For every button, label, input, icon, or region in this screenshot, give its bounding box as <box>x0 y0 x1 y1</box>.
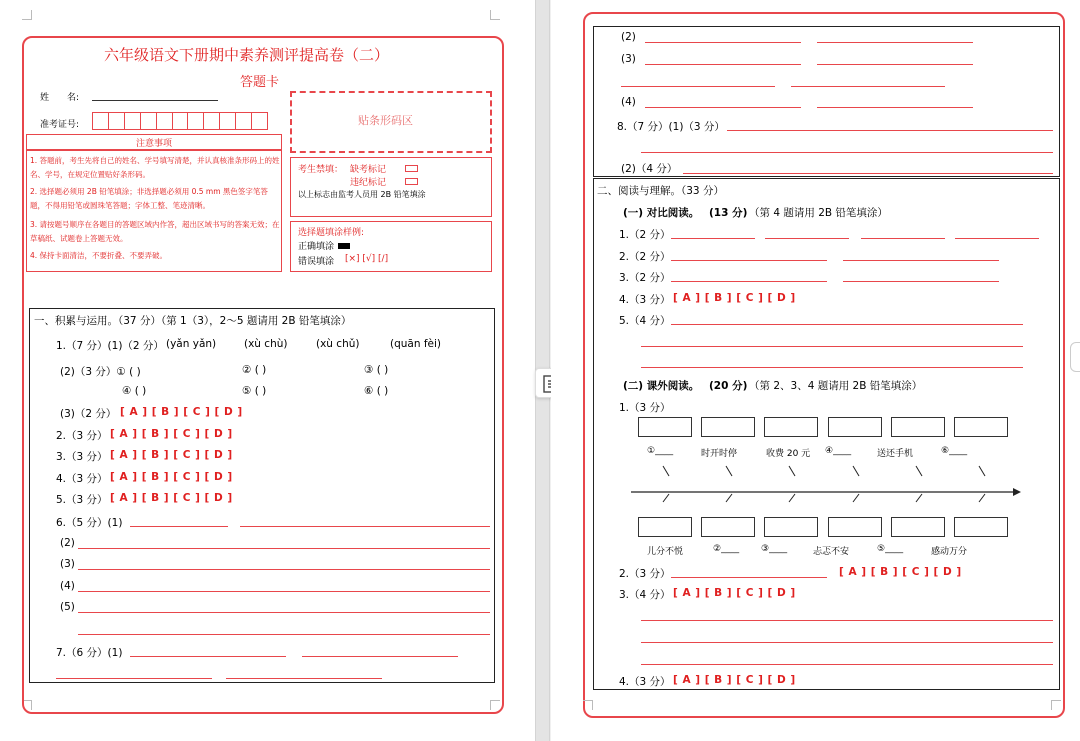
section2-title: 二、阅读与理解。（33 分） <box>597 185 724 197</box>
side-tab[interactable] <box>1070 342 1080 372</box>
q7-line-a[interactable] <box>130 656 286 657</box>
q6-2: (2) <box>60 537 75 549</box>
right-page <box>551 0 1080 741</box>
r-q7-3-line-a[interactable] <box>645 64 801 65</box>
q6-5-line[interactable] <box>78 612 490 613</box>
q7: 7.（6 分）(1) <box>56 647 123 659</box>
q8-2-line[interactable] <box>683 173 1053 174</box>
p2q1: 1.（3 分） <box>619 402 671 414</box>
q1-3-options[interactable]: [ A ] [ B ] [ C ] [ D ] <box>120 406 243 418</box>
r-q7-4: (4) <box>621 96 636 108</box>
violation-mark[interactable] <box>405 178 418 185</box>
p2q2-line[interactable] <box>671 577 827 578</box>
notice-2: 2. 选择题必须用 2B 铅笔填涂；非选择题必须用 0.5 mm 黑色签字笔答题，不得用铅笔或圆珠笔答题；字体工整、笔迹清晰。 <box>30 187 268 210</box>
bottom-box-3[interactable] <box>764 517 818 537</box>
id-boxes[interactable] <box>92 112 268 130</box>
top-box-2[interactable] <box>701 417 755 437</box>
r-q7-3-line-d[interactable] <box>791 86 945 87</box>
r-q7-2-line-b[interactable] <box>817 42 973 43</box>
q7-line-d[interactable] <box>226 678 382 679</box>
pinyin-3: (xù chǔ) <box>316 338 360 350</box>
section1-title: 一、积累与运用。（37 分）（第 1（3），2～5 题请用 2B 铅笔填涂） <box>34 315 352 327</box>
q7-cont-box <box>593 26 1060 177</box>
p2q4-options[interactable]: [ A ] [ B ] [ C ] [ D ] <box>673 674 796 686</box>
pinyin-1: (yǎn yǎn) <box>166 338 217 350</box>
q2: 2.（3 分） <box>56 430 108 442</box>
r-q7-3: (3) <box>621 53 636 65</box>
violation-label: 违纪标记 <box>350 178 387 188</box>
q6-4: (4) <box>60 580 75 592</box>
correct-sample <box>338 243 350 249</box>
p1q3-line-a[interactable] <box>671 281 827 282</box>
top-label-2: 时开时停 <box>701 449 738 459</box>
notice-4: 4. 保持卡面清洁，不要折叠、不要弄破。 <box>30 251 168 260</box>
q6-3: (3) <box>60 558 75 570</box>
p2q3-line-1[interactable] <box>641 620 1053 621</box>
top-label-1: ①____ <box>647 446 674 456</box>
part1-note: （第 4 题请用 2B 铅笔填涂） <box>749 207 888 219</box>
p1q5: 5.（4 分） <box>619 315 671 327</box>
q6-4-line[interactable] <box>78 591 490 592</box>
top-label-5: 送还手机 <box>877 449 914 459</box>
q7-line-b[interactable] <box>302 656 458 657</box>
bottom-box-5[interactable] <box>891 517 945 537</box>
p1q1-line-c[interactable] <box>861 238 945 239</box>
q6-1-line-b[interactable] <box>240 526 490 527</box>
choice-4: ④ ( ) <box>122 385 147 397</box>
top-box-4[interactable] <box>828 417 882 437</box>
top-label-3: 收费 20 元 <box>766 449 811 459</box>
q6-3-line[interactable] <box>78 569 490 570</box>
q1-2: (2)（3 分）① ( ) <box>60 366 141 378</box>
r-q7-4-line-a[interactable] <box>645 107 801 108</box>
q8-2: (2)（4 分） <box>621 163 678 175</box>
top-box-3[interactable] <box>764 417 818 437</box>
q1-3: (3)（2 分） <box>60 408 117 420</box>
bottom-label-3: ③____ <box>761 544 788 554</box>
top-label-4: ④____ <box>825 446 852 456</box>
r-q7-4-line-b[interactable] <box>817 107 973 108</box>
timeline-diagram <box>627 460 1027 516</box>
correct-label: 正确填涂 <box>298 242 335 252</box>
forbid-title: 考生禁填： <box>298 165 344 175</box>
q6-1-line-a[interactable] <box>130 526 228 527</box>
p1q5-line-3[interactable] <box>641 367 1023 368</box>
barcode-label: 贴条形码区 <box>358 114 413 127</box>
id-label: 准考证号: <box>40 120 80 130</box>
q4-options[interactable]: [ A ] [ B ] [ C ] [ D ] <box>110 471 233 483</box>
name-field[interactable] <box>92 100 218 101</box>
q8: 8.（7 分）(1)（3 分） <box>617 121 725 133</box>
p1q5-line[interactable] <box>671 324 1023 325</box>
p1q1: 1.（2 分） <box>619 229 671 241</box>
r-q7-2: (2) <box>621 31 636 43</box>
q6-5: (5) <box>60 601 75 613</box>
bottom-box-4[interactable] <box>828 517 882 537</box>
q8-1-line[interactable] <box>727 130 1053 131</box>
q4: 4.（3 分） <box>56 473 108 485</box>
left-page <box>0 0 535 741</box>
bottom-box-1[interactable] <box>638 517 692 537</box>
sample-title: 选择题填涂样例: <box>298 228 365 238</box>
top-box-5[interactable] <box>891 417 945 437</box>
choice-3: ③ ( ) <box>364 364 389 376</box>
bottom-label-5: ⑤____ <box>877 544 904 554</box>
notice-3: 3. 请按题号顺序在各题目的答题区域内作答，超出区域书写的答案无效；在草稿纸、试题卷上答题无效。 <box>30 220 280 243</box>
p2q3-line-3[interactable] <box>641 664 1053 665</box>
r-q7-3-line-b[interactable] <box>817 64 973 65</box>
p1q1-line-d[interactable] <box>955 238 1039 239</box>
p1q1-line-b[interactable] <box>765 238 849 239</box>
sheet-subtitle: 答题卡 <box>240 75 280 90</box>
name-label: 姓 名: <box>40 93 80 103</box>
p1q2-line-b[interactable] <box>843 260 999 261</box>
p2q3: 3.（4 分） <box>619 589 671 601</box>
notice-title: 注意事项 <box>136 139 173 149</box>
p1q1-line-a[interactable] <box>671 238 755 239</box>
notice-1: 1. 答题前，考生先将自己的姓名、学号填写清楚，并认真核准条形码上的姓名、学号，在规定位置贴好条形码。 <box>30 156 280 179</box>
pinyin-2: (xù chù) <box>244 338 288 350</box>
choice-2: ② ( ) <box>242 364 267 376</box>
q6-2-line[interactable] <box>78 548 490 549</box>
choice-6: ⑥ ( ) <box>364 385 389 397</box>
p2q4: 4.（3 分） <box>619 676 671 688</box>
part2-score: (20 分) <box>709 380 748 392</box>
p1q4-options[interactable]: [ A ] [ B ] [ C ] [ D ] <box>673 292 796 304</box>
top-box-6[interactable] <box>954 417 1008 437</box>
q6: 6.（5 分）(1) <box>56 517 123 529</box>
p1q4: 4.（3 分） <box>619 294 671 306</box>
p1q2-line-a[interactable] <box>671 260 827 261</box>
p1q2: 2.（2 分） <box>619 251 671 263</box>
bottom-label-4: 忐忑不安 <box>813 547 850 557</box>
q7-line-c[interactable] <box>56 678 212 679</box>
r-q7-3-line-c[interactable] <box>621 86 775 87</box>
top-box-1[interactable] <box>638 417 692 437</box>
forbid-note: 以上标志由监考人员用 2B 铅笔填涂 <box>298 190 426 199</box>
bottom-label-1: 儿分不悦 <box>647 547 684 557</box>
q3: 3.（3 分） <box>56 451 108 463</box>
wrong-samples: [×] [√] [/] <box>345 254 389 264</box>
q8-1-line-2[interactable] <box>641 152 1053 153</box>
r-q7-2-line-a[interactable] <box>645 42 801 43</box>
bottom-box-2[interactable] <box>701 517 755 537</box>
part1-score: (13 分) <box>709 207 748 219</box>
bottom-box-6[interactable] <box>954 517 1008 537</box>
q1-1: 1.（7 分）(1)（2 分） <box>56 340 164 352</box>
bottom-label-6: 感动万分 <box>931 547 968 557</box>
absent-label: 缺考标记 <box>350 165 387 175</box>
top-label-6: ⑥____ <box>941 446 968 456</box>
q2-options[interactable]: [ A ] [ B ] [ C ] [ D ] <box>110 428 233 440</box>
part1-title: (一) 对比阅读。 <box>623 207 700 219</box>
q6-5-line-2[interactable] <box>78 634 490 635</box>
part2-title: (二) 课外阅读。 <box>623 380 700 392</box>
pinyin-4: (quān fèi) <box>390 338 442 350</box>
p2q3-line-2[interactable] <box>641 642 1053 643</box>
absent-mark[interactable] <box>405 165 418 172</box>
wrong-label: 错误填涂 <box>298 257 335 267</box>
p1q3: 3.（2 分） <box>619 272 671 284</box>
choice-5: ⑤ ( ) <box>242 385 267 397</box>
bottom-label-2: ②____ <box>713 544 740 554</box>
p1q3-line-b[interactable] <box>843 281 999 282</box>
q5: 5.（3 分） <box>56 494 108 506</box>
p1q5-line-2[interactable] <box>641 346 1023 347</box>
q5-options[interactable]: [ A ] [ B ] [ C ] [ D ] <box>110 492 233 504</box>
sheet-title: 六年级语文下册期中素养测评提高卷（二） <box>104 46 390 64</box>
part2-note: （第 2、3、4 题请用 2B 铅笔填涂） <box>749 380 923 392</box>
p2q2: 2.（3 分） <box>619 568 671 580</box>
q3-options[interactable]: [ A ] [ B ] [ C ] [ D ] <box>110 449 233 461</box>
p2q2-options[interactable]: [ A ] [ B ] [ C ] [ D ] <box>839 566 962 578</box>
p2q3-options[interactable]: [ A ] [ B ] [ C ] [ D ] <box>673 587 796 599</box>
